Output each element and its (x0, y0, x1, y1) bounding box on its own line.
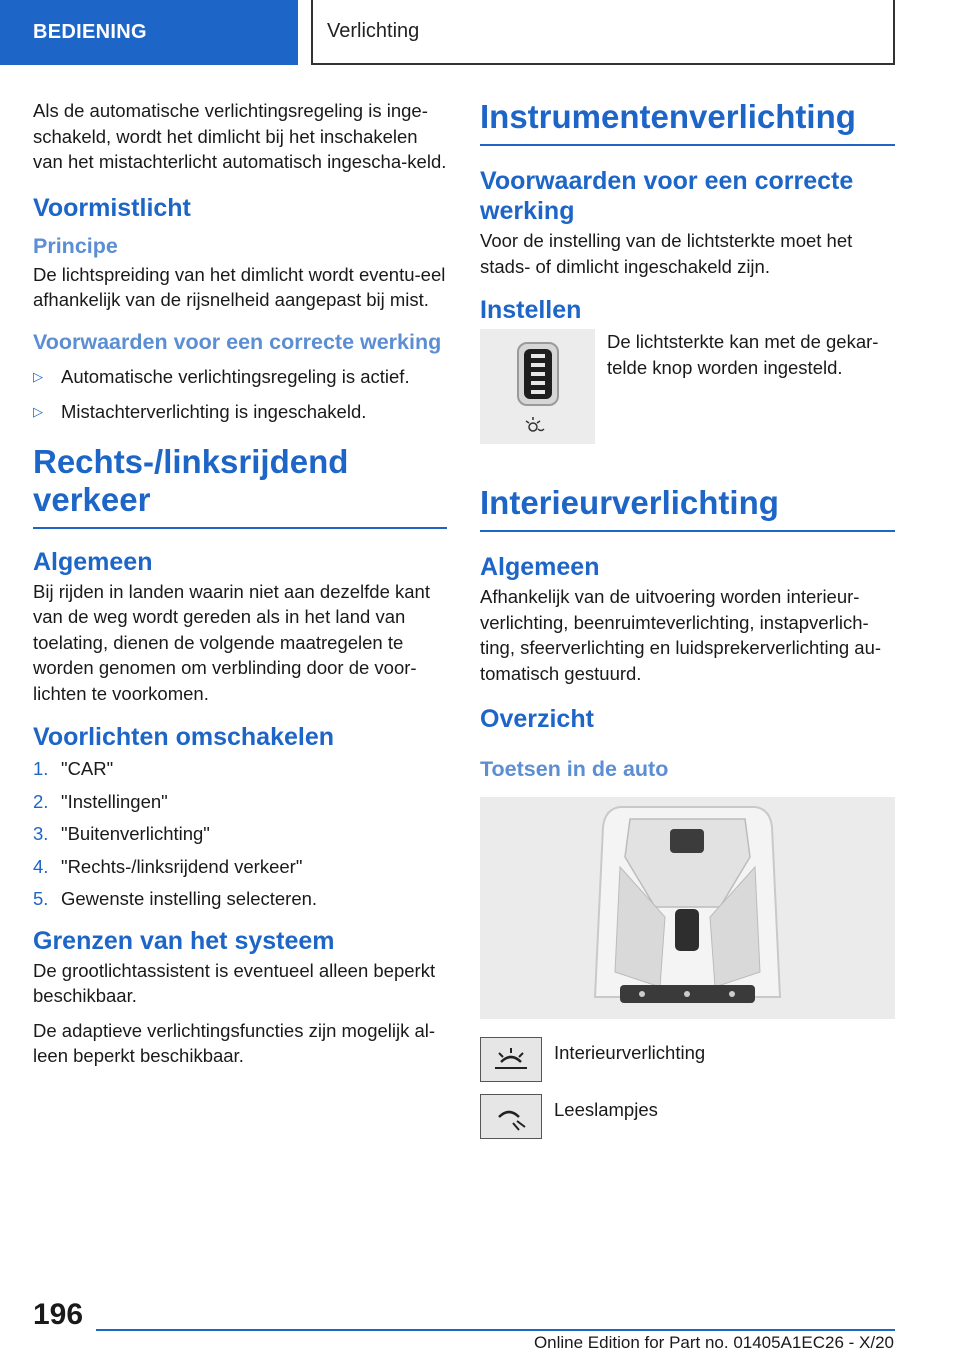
voormistlicht-heading: Voormistlicht (33, 193, 191, 222)
list-item (33, 399, 447, 425)
list-item (33, 821, 447, 847)
steps-list (33, 756, 447, 912)
step-number: 5. (33, 888, 49, 909)
principe-paragraph: De lichtspreiding van het dimlicht wordt eventu-eel afhankelijk van de rijsnelheid aangepast bij mist. (33, 263, 446, 310)
list-item (33, 756, 447, 782)
interior-light-label: Interieurverlichting (554, 1042, 706, 1063)
list-item (33, 789, 447, 815)
omschakelen-heading: Voorlichten omschakelen (33, 723, 335, 751)
step-text: "Instellingen" (61, 790, 168, 812)
instellen-heading: Instellen (480, 296, 582, 324)
list-item-text: Mistachterverlichting is ingeschakeld. (61, 401, 367, 422)
overhead-console-icon (480, 797, 895, 1019)
rechts-links-heading: Rechts-/linksrijdend verkeer (33, 443, 447, 529)
left-column (33, 98, 447, 1078)
step-number: 3. (33, 823, 49, 844)
grenzen-heading: Grenzen van het systeem (33, 926, 335, 955)
right-column (480, 98, 895, 1151)
instellen-paragraph: De lichtsterkte kan met de gekar-telde knop worden ingesteld. (607, 331, 879, 378)
grenzen-paragraph-1: De grootlichtassistent is eventueel alleen beperkt beschikbaar. (33, 959, 436, 1006)
algemeen-heading: Algemeen (33, 547, 153, 576)
dimmer-knob-image (480, 329, 595, 444)
section-label: BEDIENING (33, 21, 147, 43)
instrumentenverlichting-heading: Instrumentenverlichting (480, 98, 895, 146)
topic-tab (311, 0, 895, 65)
step-text: "Rechts-/linksrijdend verkeer" (61, 855, 303, 877)
reading-light-label: Leeslampjes (554, 1099, 658, 1120)
icon-row-interior (480, 1037, 895, 1082)
overzicht-heading: Overzicht (480, 705, 594, 733)
step-number: 2. (33, 790, 49, 812)
toetsen-heading: Toetsen in de auto (480, 757, 669, 781)
edition-text: Online Edition for Part no. 01405A1EC26 - X/20 (533, 1333, 894, 1352)
icon-row-reading (480, 1094, 895, 1139)
list-item (33, 886, 447, 912)
list-item (33, 364, 447, 390)
step-number: 4. (33, 855, 49, 877)
step-text: "CAR" (61, 758, 114, 779)
grenzen-paragraph-2: De adaptieve verlichtingsfuncties zijn mogelijk al-leen beperkt beschikbaar. (33, 1019, 436, 1066)
dimmer-knob-icon (480, 329, 595, 444)
overhead-console-image (480, 797, 895, 1019)
instrument-voorwaarden-paragraph: Voor de instelling van de lichtsterkte moet het stads- of dimlicht ingeschakeld zijn. (480, 230, 853, 277)
step-text: Gewenste instelling selecteren. (61, 888, 318, 909)
triangle-bullet-icon: ▷ (33, 404, 43, 419)
reading-light-icon (480, 1094, 542, 1139)
section-tab (0, 0, 298, 65)
step-number: 1. (33, 758, 49, 779)
page-number: 196 (33, 1298, 84, 1331)
list-item-text: Automatische verlichtingsregeling is actief. (61, 365, 410, 387)
intro-paragraph: Als de automatische verlichtingsregeling is inge-schakeld, wordt het dimlicht bij het inschakelen van het mistachterlicht automatisch ingescha-keld. (33, 100, 447, 172)
list-item (33, 854, 447, 880)
instellen-block (480, 329, 895, 444)
voorwaarden-heading: Voorwaarden voor een correcte werking (33, 329, 442, 354)
interieurverlichting-heading: Interieurverlichting (480, 484, 895, 532)
interieur-algemeen-paragraph: Afhankelijk van de uitvoering worden interieur-verlichting, beenruimteverlichting, instapverlich-ting, sfeerverlichting en luidsprekerverlichting au-tomatisch gestuurd. (480, 586, 882, 684)
principe-heading: Principe (33, 233, 118, 258)
algemeen-paragraph: Bij rijden in landen waarin niet aan dezelfde kant van de weg wordt gereden als in het land van toelating, dienen de volgende maatregelen te worden genomen om verblinding door de voor-lichten te voorkomen. (33, 580, 430, 704)
instrument-voorwaarden-heading: Voorwaarden voor een correcte werking (480, 167, 854, 225)
interior-light-icon (480, 1037, 542, 1082)
triangle-bullet-icon: ▷ (33, 368, 43, 384)
voorwaarden-list (33, 364, 447, 425)
step-text: "Buitenverlichting" (61, 823, 210, 844)
footer-divider (96, 1329, 895, 1331)
topic-label: Verlichting (327, 20, 420, 42)
interieur-algemeen-heading: Algemeen (480, 553, 600, 581)
